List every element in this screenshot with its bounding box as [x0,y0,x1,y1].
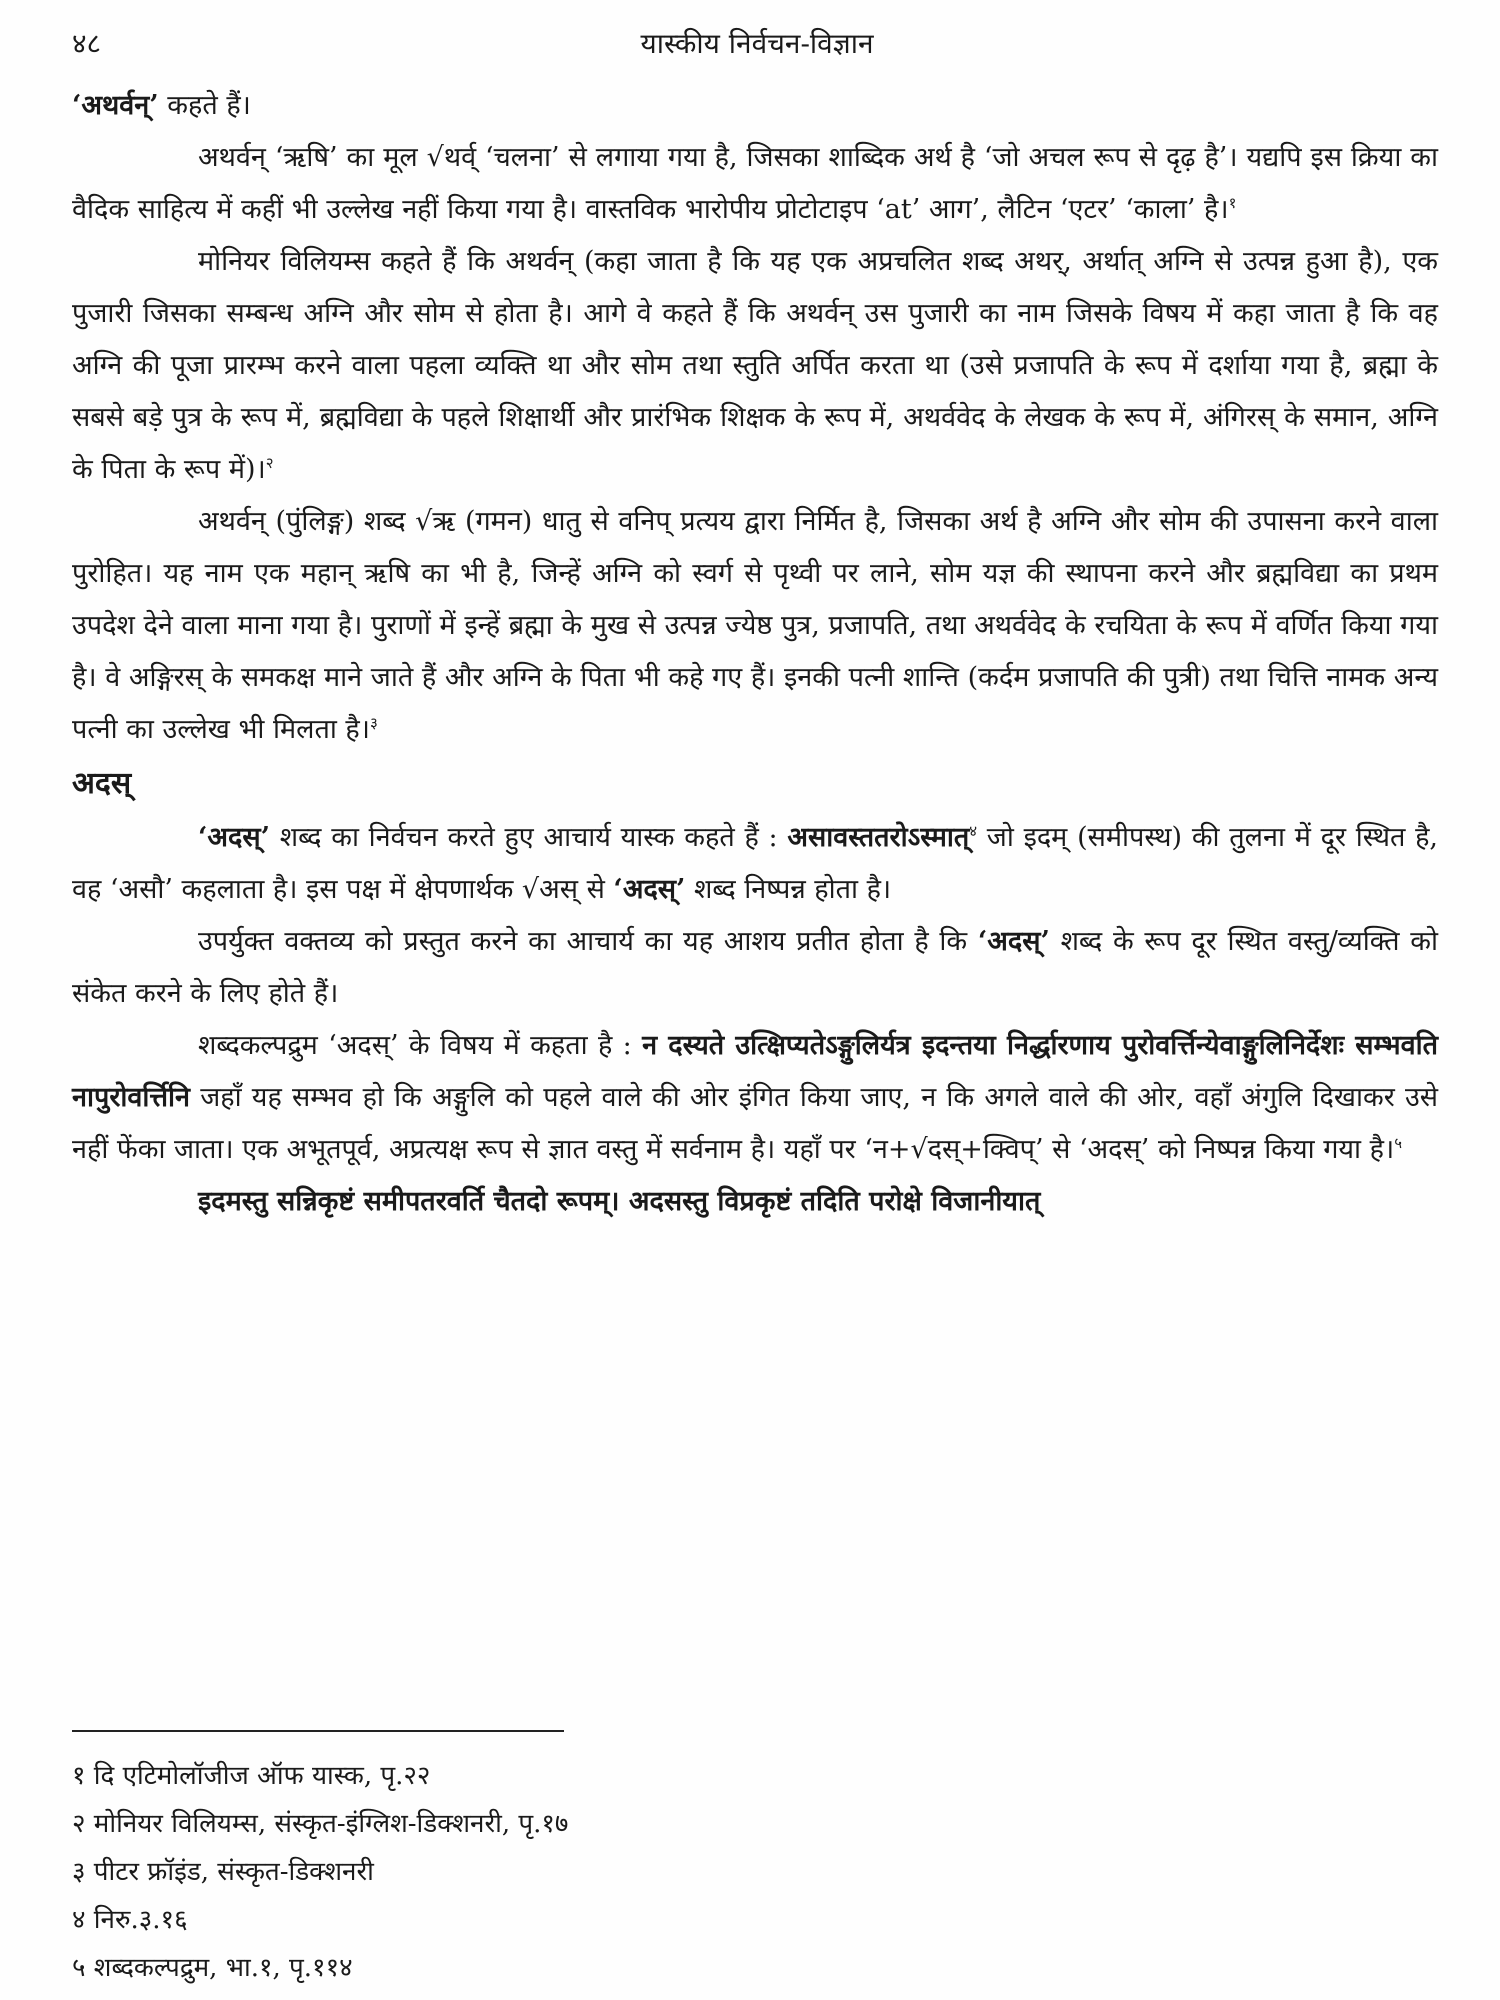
footnote-3: ३ पीटर फ्रॉइंड, संस्कृत-डिक्शनरी [72,1857,374,1887]
paragraph-5 [72,812,1438,916]
term-atharvan: ‘अथर्वन्’ [72,90,159,121]
paragraph-3 [72,236,1438,496]
footnote-1: १ दि एटिमोलॉजीज ऑफ यास्क, पृ.२२ [72,1761,431,1791]
paragraph-7-text-a: शब्दकल्पद्रुम ‘अदस्’ के विषय में कहता है : [198,1030,643,1061]
paragraph-8 [72,1176,1438,1228]
paragraph-7 [72,1020,1438,1176]
footnote-5: ५ शब्दकल्पद्रुम, भा.१, पृ.११४ [72,1953,353,1983]
sanskrit-verse: इदमस्तु सन्निकृष्टं समीपतरवर्ति चैतदो रूपम्। अदसस्तु विप्रकृष्टं तदिति परोक्षे विजानीयात् [198,1186,1041,1217]
footnote-divider [72,1730,564,1732]
paragraph-6-text-b: शब्द के रूप दूर स्थित वस्तु/व्यक्ति को संकेत करने के लिए होते हैं। [72,926,1438,1009]
paragraph-2-text: अथर्वन् ‘ऋषि’ का मूल √थर्व् ‘चलना’ से लगाया गया है, जिसका शाब्दिक अर्थ है ‘जो अचल रूप से दृढ़ है’। यद्यपि इस क्रिया का वैदिक साहित्य में कहीं भी उल्लेख नहीं किया गया है। वास्तविक भारोपीय प्रोटोटाइप ‘at’ आग’, लैटिन ‘एटर’ ‘काला’ है। [72,142,1438,225]
term-adas-2: ‘अदस्’ [613,874,686,905]
page-body [72,80,1438,1228]
paragraph-1 [72,80,1438,132]
footnote-ref-5: ५ [1394,1134,1403,1152]
footnotes [72,1752,1172,1992]
paragraph-2 [72,132,1438,236]
page-header [72,24,1442,64]
footnote-2: २ मोनियर विलियम्स, संस्कृत-इंग्लिश-डिक्शनरी, पृ.१७ [72,1809,569,1839]
footnote-ref-1: १ [1228,194,1237,212]
running-title: यास्कीय निर्वचन-विज्ञान [640,27,874,60]
page-number: ४८ [72,27,102,60]
footnote-4: ४ निरु.३.१६ [72,1905,188,1935]
paragraph-5-text-a: शब्द का निर्वचन करते हुए आचार्य यास्क कहते हैं : [270,822,788,853]
paragraph-1-text: कहते हैं। [158,90,251,121]
term-adas-3: ‘अदस्’ [977,926,1050,957]
paragraph-5-text-c: शब्द निष्पन्न होता है। [685,874,892,905]
paragraph-6 [72,916,1438,1020]
shabdakalpadruma-quote: न दस्यते उत्क्षिप्यतेऽङ्गुलिर्यत्र इदन्तया निर्द्धारणाय पुरोवर्त्तिन्येवाङ्गुलिनिर्देशः सम्भवति नापुरोवर्त्तिनि [72,1030,1438,1113]
paragraph-7-text-b: जहाँ यह सम्भव हो कि अङ्गुलि को पहले वाले की ओर इंगित किया जाए, न कि अगले वाले की ओर, वहाँ अंगुलि दिखाकर उसे नहीं फेंका जाता। एक अभूतपूर्व, अप्रत्यक्ष रूप से ज्ञात वस्तु में सर्वनाम है। यहाँ पर ‘न+√दस्+क्विप्’ से ‘अदस्’ को निष्पन्न किया गया है। [72,1082,1438,1165]
section-heading-adas: अदस् [72,766,132,801]
paragraph-4 [72,496,1438,756]
footnote-ref-2: २ [265,454,274,472]
term-adas: ‘अदस्’ [198,822,271,853]
paragraph-5-text-b: जो इदम् (समीपस्थ) की तुलना में दूर स्थित है, वह ‘असौ’ कहलाता है। इस पक्ष में क्षेपणार्थक √अस् से [72,822,1438,905]
footnote-ref-3: ३ [369,714,378,732]
paragraph-4-text: अथर्वन् (पुंलिङ्ग) शब्द √ऋ (गमन) धातु से वनिप् प्रत्यय द्वारा निर्मित है, जिसका अर्थ है अग्नि और सोम की उपासना करने वाला पुरोहित। यह नाम एक महान् ऋषि का भी है, जिन्हें अग्नि को स्वर्ग से पृथ्वी पर लाने, सोम यज्ञ की स्थापना करने और ब्रह्मविद्या का प्रथम उपदेश देने वाला माना गया है। पुराणों में इन्हें ब्रह्मा के मुख से उत्पन्न ज्येष्ठ पुत्र, प्रजापति, तथा अथर्ववेद के रचयिता के रूप में वर्णित किया गया है। वे अङ्गिरस् के समकक्ष माने जाते हैं और अग्नि के पिता भी कहे गए हैं। इनकी पत्नी शान्ति (कर्दम प्रजापति की पुत्री) तथा चित्ति नामक अन्य पत्नी का उल्लेख भी मिलता है। [72,506,1438,745]
paragraph-6-text-a: उपर्युक्त वक्तव्य को प्रस्तुत करने का आचार्य का यह आशय प्रतीत होता है कि [198,926,978,957]
footnote-ref-4: ४ [969,822,978,840]
nirukta-quote: असावस्ततरोऽस्मात् [787,822,970,853]
paragraph-3-text: मोनियर विलियम्स कहते हैं कि अथर्वन् (कहा जाता है कि यह एक अप्रचलित शब्द अथर्, अर्थात् अग्नि से उत्पन्न हुआ है), एक पुजारी जिसका सम्बन्ध अग्नि और सोम से होता है। आगे वे कहते हैं कि अथर्वन् उस पुजारी का नाम जिसके विषय में कहा जाता है कि वह अग्नि की पूजा प्रारम्भ करने वाला पहला व्यक्ति था और सोम तथा स्तुति अर्पित करता था (उसे प्रजापति के रूप में दर्शाया गया है, ब्रह्मा के सबसे बड़े पुत्र के रूप में, ब्रह्मविद्या के पहले शिक्षार्थी और प्रारंभिक शिक्षक के रूप में, अथर्ववेद के लेखक के रूप में, अंगिरस् के समान, अग्नि के पिता के रूप में)। [72,246,1438,485]
